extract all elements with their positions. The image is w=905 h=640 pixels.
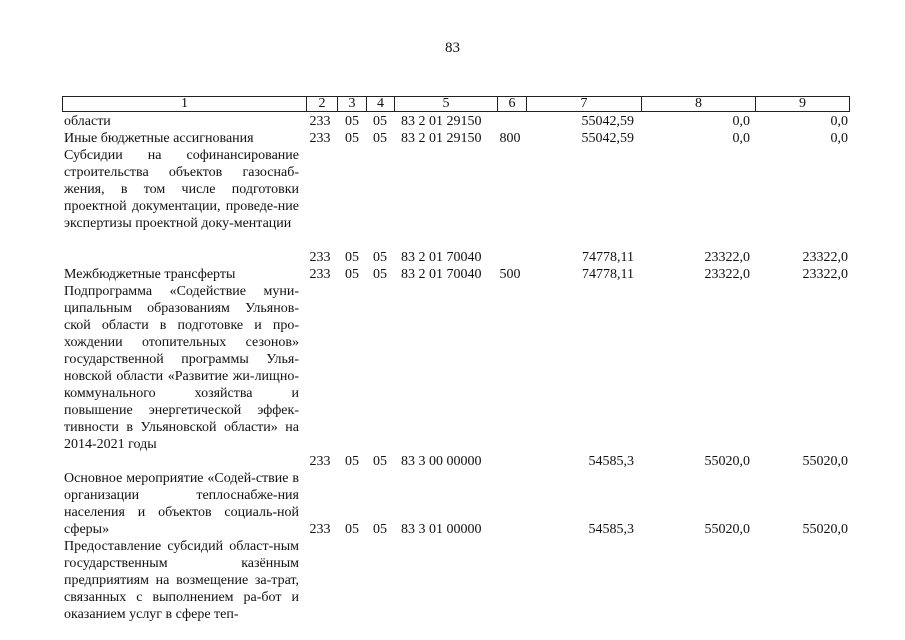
cell-section: 05 [345,131,359,146]
column-number-7: 7 [580,96,588,111]
column-number-4: 4 [377,96,384,111]
column-number-1: 1 [181,96,188,111]
column-number-6: 6 [508,96,516,111]
cell-amount-col8: 55020,0 [704,454,750,469]
column-number-5: 5 [442,96,450,111]
table-column-header [62,96,850,112]
table-row [0,283,905,470]
cell-subsection: 05 [373,267,387,282]
cell-section: 05 [345,267,359,282]
cell-section: 05 [345,114,359,129]
cell-target-article: 83 3 00 00000 [401,454,482,469]
cell-amount-col8: 55020,0 [704,522,750,537]
cell-amount-col9: 0,0 [830,131,848,146]
cell-section: 05 [345,454,359,469]
cell-subsection: 05 [373,522,387,537]
cell-target-article: 83 2 01 70040 [401,267,482,282]
cell-amount-col7: 74778,11 [582,250,634,265]
row-description: Основное мероприятие «Содей-ствие в организации теплоснабже-ния населения и объектов социаль-ной сферы» [64,471,299,537]
cell-admin-code: 233 [309,250,331,265]
cell-amount-col7: 55042,59 [581,131,634,146]
table-row [0,470,905,538]
table-row [0,266,905,283]
table-row [0,147,905,266]
cell-admin-code: 233 [309,267,331,282]
cell-amount-col8: 0,0 [732,114,750,129]
cell-admin-code: 233 [309,131,331,146]
cell-amount-col7: 54585,3 [588,454,634,469]
cell-admin-code: 233 [309,522,331,537]
cell-amount-col8: 23322,0 [704,267,750,282]
cell-amount-col7: 55042,59 [581,114,634,129]
page-number: 83 [445,40,460,56]
cell-amount-col9: 23322,0 [802,250,848,265]
cell-subsection: 05 [373,114,387,129]
cell-section: 05 [345,522,359,537]
cell-subsection: 05 [373,131,387,146]
row-description: Иные бюджетные ассигнования [64,131,254,146]
row-description: Подпрограмма «Содействие муни-ципальным образованиям Ульянов-ской области в подготовке и про-хождении отопительных сезонов» государственной программы Улья-новской области «Развитие жи-лищно-коммунального хозяйства и повышение энергетической эффек-тивности в Ульяновской области» на 2014-2021 годы [64,284,299,452]
cell-amount-col9: 23322,0 [802,267,848,282]
budget-table-body [0,113,905,623]
cell-admin-code: 233 [309,114,331,129]
cell-amount-col7: 54585,3 [588,522,634,537]
cell-admin-code: 233 [309,454,331,469]
row-description: Субсидии на софинансирование строительства объектов газоснаб-жения, в том числе подготовки проектной документации, проведе-ние экспертизы проектной доку-ментации [64,148,299,231]
cell-expense-type: 500 [499,267,521,282]
column-number-3: 3 [348,96,356,111]
cell-amount-col8: 0,0 [732,131,750,146]
cell-section: 05 [345,250,359,265]
table-row [0,113,905,130]
cell-amount-col7: 74778,11 [582,267,634,282]
column-number-8: 8 [695,96,702,111]
row-description: Межбюджетные трансферты [64,267,236,282]
cell-target-article: 83 2 01 29150 [401,114,482,129]
table-row [0,130,905,147]
row-description: области [64,114,111,129]
cell-amount-col9: 55020,0 [802,522,848,537]
cell-amount-col9: 55020,0 [802,454,848,469]
cell-target-article: 83 2 01 70040 [401,250,482,265]
cell-expense-type: 800 [499,131,521,146]
cell-subsection: 05 [373,454,387,469]
row-description: Предоставление субсидий област-ным государственным казённым предприятиям на возмещение за-трат, связанных с выполнением ра-бот и оказанием услуг в сфере теп- [64,539,299,622]
column-number-2: 2 [318,96,326,111]
cell-target-article: 83 3 01 00000 [401,522,482,537]
cell-subsection: 05 [373,250,387,265]
table-row [0,538,905,623]
column-number-9: 9 [799,96,806,111]
cell-target-article: 83 2 01 29150 [401,131,482,146]
cell-amount-col8: 23322,0 [704,250,750,265]
cell-amount-col9: 0,0 [830,114,848,129]
